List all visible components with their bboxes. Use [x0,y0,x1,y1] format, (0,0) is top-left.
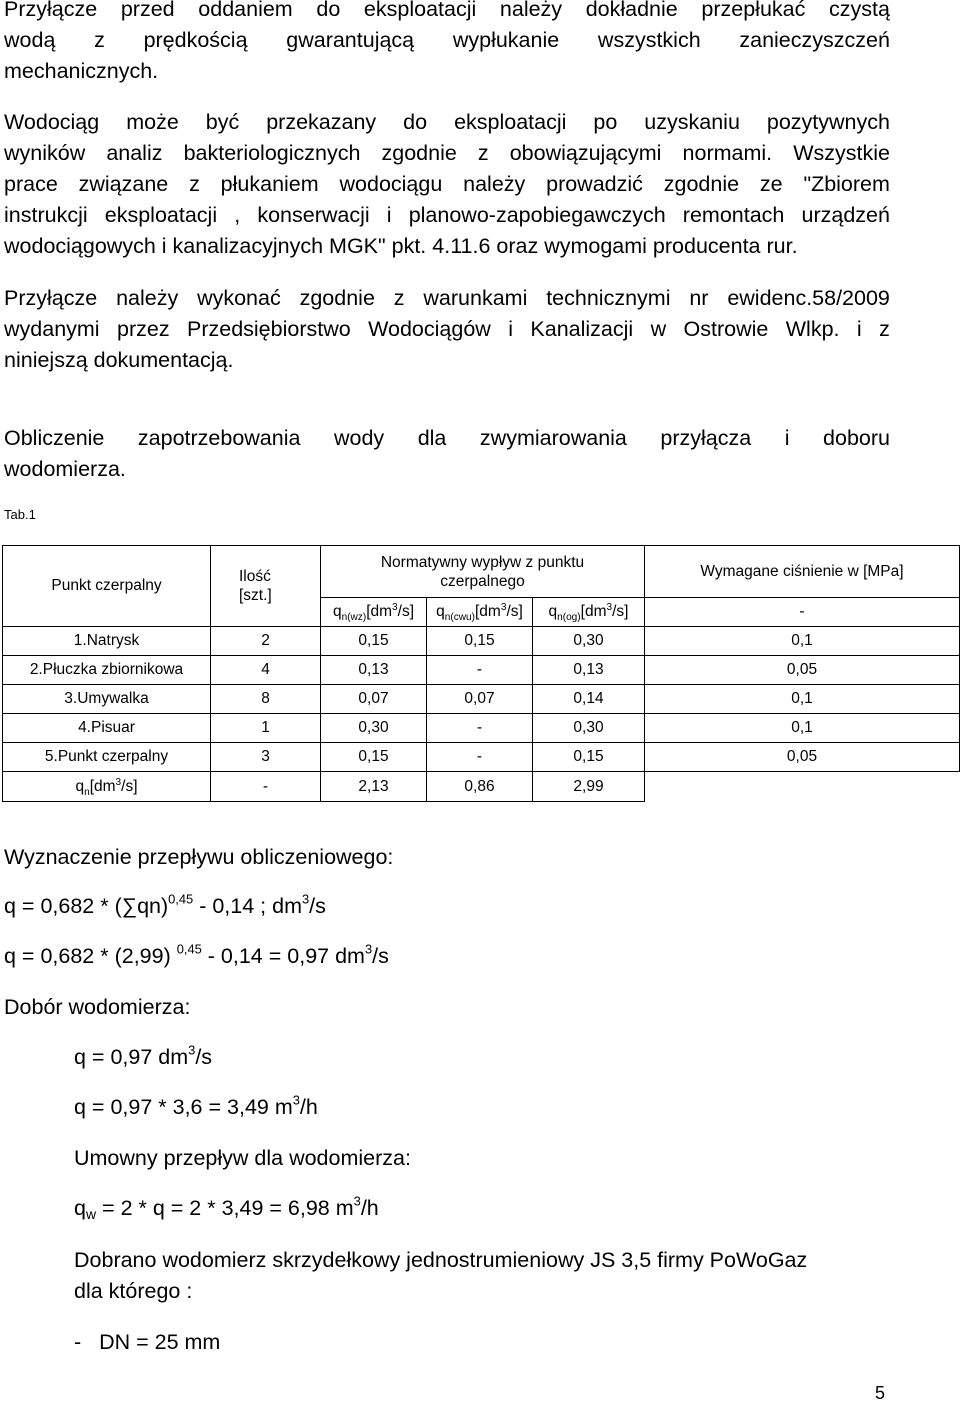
word: po [593,110,618,134]
text-line [4,107,890,138]
word: i [508,317,513,341]
word: zgodnie [381,141,457,165]
text-line [4,423,890,454]
cell-qwz: 0,07 [321,685,427,714]
cell-punkt: 3.Umywalka [3,685,211,714]
word: technicznymi [546,286,671,310]
header-q-wz [321,598,427,627]
formula-q [74,1042,213,1070]
cell-cisnienie: 0,1 [645,685,960,714]
word: należy [463,172,526,196]
cell-cisnienie: 0,05 [645,656,960,685]
word: oddaniem [198,0,293,21]
word: pozytywnych [766,110,890,134]
formula-exponent: 3 [301,891,310,907]
cell-sum-qcwu: 0,86 [427,772,533,802]
formula-text: = 2 * q = 2 * 3,49 = 6,98 m [96,1196,354,1220]
word: i [856,317,862,341]
cell-sum-qog: 2,99 [533,772,645,802]
cell-qog: 0,15 [533,743,645,772]
meter-chosen-line2: dla którego : [74,1279,193,1303]
calc-heading: Wyznaczenie przepływu obliczeniowego: [4,845,394,869]
page-number: 5 [875,1383,886,1403]
word: planowo-zapobiegawczych [408,203,666,227]
cell-qcwu: 0,07 [427,685,533,714]
header-ilosc-line2: [szt.] [239,587,272,604]
paragraph-conditions [4,283,890,376]
word: i [386,203,392,227]
header-ilosc-line1: Ilość [239,568,271,585]
word: Ostrowie [683,317,769,341]
header-punkt: Punkt czerpalny [3,546,211,627]
word: wypłukanie [452,28,560,52]
text-line [4,283,890,314]
word: gwarantującą [286,28,415,52]
word: zgodnie [663,172,740,196]
unit-exponent: 3 [115,776,122,788]
word: Wszystkie [793,141,890,165]
table-row [3,685,960,714]
cell-qog: 0,30 [533,714,645,743]
formula-text: q = 0,97 * 3,6 = 3,49 m [74,1095,293,1119]
unit-exponent: 3 [606,601,613,613]
header-normatywny-line1: Normatywny wypływ z punktu [380,553,585,571]
word: przez [117,317,170,341]
word: związane [78,172,169,196]
word: analiz [106,141,163,165]
unit-text: /s] [506,603,523,620]
q-symbol: q [75,777,85,795]
word: przekazany [266,110,377,134]
word: instrukcji [4,203,88,227]
word: eksploatacji [363,0,477,21]
word: prace [4,172,58,196]
cell-cisnienie: 0,05 [645,743,960,772]
cell-ilosc: 3 [211,743,321,772]
q-subscript: n(og) [557,612,581,624]
word: zgodnie [299,286,375,310]
cell-qwz: 0,15 [321,627,427,656]
meter-chosen-line1: Dobrano wodomierz skrzydełkowy jednostrumieniowy JS 3,5 firmy PoWoGaz [74,1248,808,1272]
word: "Zbiorem [803,172,890,196]
formula-exponent: 3 [292,1092,300,1108]
word: może [126,110,179,134]
cell-qog: 0,30 [533,627,645,656]
word: z [879,317,890,341]
word: Przyłącze [4,0,98,21]
cell-qog: 0,13 [533,656,645,685]
word: normami. [682,141,773,165]
word: z [477,141,489,165]
header-q-og [533,598,645,627]
cell-qcwu: 0,15 [427,627,533,656]
formula-exponent: 0,45 [176,941,202,957]
word: być [205,110,240,134]
cell-qcwu: - [427,714,533,743]
word: do [316,0,341,21]
cell-punkt: 5.Punkt czerpalny [3,743,211,772]
text-line: niniejszą dokumentacją. [4,348,234,372]
word: eksploatacji [454,110,567,134]
cell-cisnienie: 0,1 [645,627,960,656]
word: wydanymi [4,317,100,341]
cell-sum-qwz: 2,13 [321,772,427,802]
q-symbol: q [548,603,558,620]
text-line [4,138,890,169]
word: wodociągu [339,172,443,196]
word: zapotrzebowania [137,426,301,450]
word: przed [120,0,175,21]
cell-punkt: 2.Płuczka zbiornikowa [3,656,211,685]
cell-punkt: 4.Pisuar [3,714,211,743]
word: Wodociągów [368,317,491,341]
cell-qwz: 0,13 [321,656,427,685]
word: Obliczenie [4,426,105,450]
cell-sum-label [3,772,211,802]
cell-punkt: 1.Natrysk [3,627,211,656]
table-row [3,714,960,743]
formula-text: /s [195,1045,213,1069]
text-line [4,314,890,345]
q-subscript: n(wz) [341,612,367,624]
table-sum-row [3,772,960,802]
header-cisnienie: Wymagane ciśnienie w [MPa] [645,546,960,598]
word: wszystkich [597,28,701,52]
header-normatywny-line2: czerpalnego [440,572,525,590]
header-ilosc [211,546,321,627]
cell-ilosc: 1 [211,714,321,743]
word: dokładnie [585,0,678,21]
formula-exponent: 3 [188,1042,196,1058]
word: Kanalizacji [530,317,634,341]
unit-text: [dm [580,603,607,620]
unit-text: [dm [475,603,501,620]
word: płukaniem [220,172,319,196]
word: eksploatacji [104,203,218,227]
cell-sum-ilosc: - [211,772,321,802]
text-line [4,169,890,200]
table-row [3,627,960,656]
q-subscript: n(cwu) [444,612,475,624]
word: zanieczyszczeń [739,28,890,52]
word: prędkością [143,28,248,52]
word: urządzeń [801,203,890,227]
formula-text: /h [299,1095,318,1119]
formula-qw [74,1193,379,1223]
text-line: mechanicznych. [4,59,159,83]
q-subscript: n [84,786,90,798]
word: wodą [4,28,56,52]
formula-general [4,891,326,919]
header-cisnienie-dash: - [645,598,960,627]
table-label: Tab.1 [4,507,36,522]
cell-ilosc: 4 [211,656,321,685]
q-symbol: q [332,603,342,620]
word: prowadzić [546,172,643,196]
word: zwymiarowania [479,426,627,450]
text-line [4,200,890,231]
word: wyników [4,141,86,165]
word: bakteriologicznych [183,141,361,165]
word: Przedsiębiorstwo [186,317,351,341]
formula-exponent: 0,45 [168,891,194,907]
cell-qog: 0,14 [533,685,645,714]
formula-text: /s [309,894,326,918]
formula-computed [4,941,389,969]
formula-exponent: 3 [364,941,373,957]
word: obowiązującymi [509,141,662,165]
word: w [650,317,667,341]
word: ewidenc.58/2009 [727,286,890,310]
word: i [784,426,790,450]
word: przyłącza [660,426,752,450]
word: wody [333,426,385,450]
word: konserwacji [257,203,370,227]
paragraph-flushing [4,0,890,87]
word: z [94,28,105,52]
word: wykonać [197,286,281,310]
unit-text: /s] [397,603,415,620]
word: Wlkp. [785,317,840,341]
word: warunkami [423,286,528,310]
cell-ilosc: 2 [211,627,321,656]
text-line: wodomierza. [4,457,126,481]
meter-selection-heading: Dobór wodomierza: [4,995,191,1019]
word: nr [689,286,709,310]
word: należy [116,286,179,310]
header-q-cwu [427,598,533,627]
unit-text: [dm [366,603,393,620]
cell-empty [645,772,960,802]
word: , [234,203,241,227]
unit-text: /s] [612,603,629,620]
text-line [4,0,890,25]
cell-qcwu: - [427,656,533,685]
word: remontach [682,203,785,227]
formula-text: q [74,1196,86,1220]
demand-table [2,545,960,802]
word: Wodociąg [4,110,100,134]
cell-qwz: 0,30 [321,714,427,743]
formula-text: /h [360,1196,379,1220]
unit-text: /s] [121,777,138,795]
text-line: wodociągowych i kanalizacyjnych MGK" pkt. 4.11.6 oraz wymogami producenta rur. [4,234,798,258]
formula-text: /s [372,944,389,968]
word: doboru [823,426,890,450]
word: uzyskaniu [644,110,740,134]
formula-q-hourly [74,1092,318,1120]
table-row [3,656,960,685]
formula-text: q = 0,682 * (2,99) [4,944,177,968]
paragraph-handover [4,107,890,262]
word: ze [759,172,783,196]
formula-text: q = 0,97 dm [74,1045,189,1069]
table-row [3,743,960,772]
header-normatywny [321,546,645,598]
word: przepłukać [701,0,806,21]
word: z [393,286,405,310]
cell-qwz: 0,15 [321,743,427,772]
text-line [4,25,890,56]
unit-text: [dm [89,777,116,795]
formula-text: q = 0,682 * (∑qn) [4,894,169,918]
formula-subscript: w [85,1206,97,1223]
word: z [189,172,200,196]
cell-qcwu: - [427,743,533,772]
section-heading-calculation [4,423,890,485]
q-symbol: q [436,603,445,620]
word: czystą [829,0,890,21]
word: należy [499,0,563,21]
word: dla [417,426,447,450]
unit-exponent: 3 [500,601,507,613]
meter-dn: - DN = 25 mm [74,1330,221,1354]
formula-text: - 0,14 ; dm [193,894,302,918]
nominal-flow-heading: Umowny przepływ dla wodomierza: [74,1146,411,1170]
unit-exponent: 3 [392,601,398,613]
cell-ilosc: 8 [211,685,321,714]
formula-text: - 0,14 = 0,97 dm [201,944,365,968]
formula-exponent: 3 [353,1193,361,1209]
word: Przyłącze [4,286,98,310]
word: do [403,110,428,134]
cell-cisnienie: 0,1 [645,714,960,743]
